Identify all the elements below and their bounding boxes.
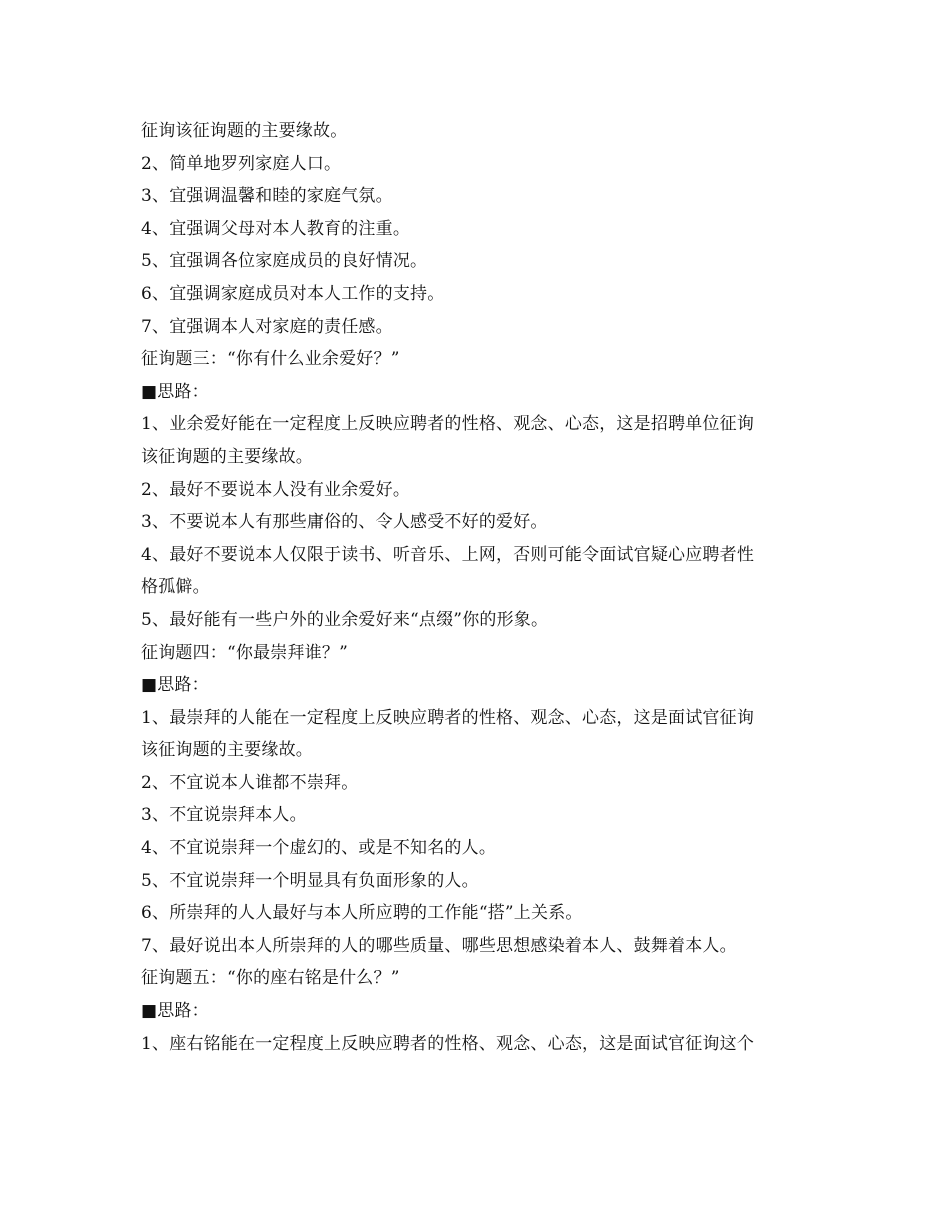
text-line: 6、宜强调家庭成员对本人工作的支持。 [141,283,445,304]
text-line: 该征询题的主要缘故。 [141,446,313,467]
text-line: 2、简单地罗列家庭人口。 [141,153,342,174]
text-line: 3、不宜说崇拜本人。 [141,805,307,826]
approach-heading: ■思路： [141,675,209,696]
text-line: 3、不要说本人有那些庸俗的、令人感受不好的爱好。 [141,512,548,533]
text-line: 2、不宜说本人谁都不崇拜。 [141,772,359,793]
text-line: 征询该征询题的主要缘故。 [141,121,348,141]
text-line: 4、宜强调父母对本人教育的注重。 [141,218,411,239]
text-line: 5、宜强调各位家庭成员的良好情况。 [141,251,428,272]
text-line: 3、宜强调温馨和睦的家庭气氛。 [141,186,393,207]
text-line: 1、座右铭能在一定程度上反映应聘者的性格、观念、心态，这是面试官征询这个 [141,1033,755,1054]
text-line: 6、所崇拜的人人最好与本人所应聘的工作能“搭”上关系。 [141,903,583,924]
question-heading: 征询题五：“你的座右铭是什么？” [141,968,400,989]
text-line: 7、最好说出本人所崇拜的人的哪些质量、哪些思想感染着本人、鼓舞着本人。 [141,935,737,956]
text-line: 5、最好能有一些户外的业余爱好来“点缀”你的形象。 [141,609,549,630]
text-line: 1、最崇拜的人能在一定程度上反映应聘者的性格、观念、心态，这是面试官征询 [141,707,755,728]
text-line: 2、最好不要说本人没有业余爱好。 [141,479,411,500]
text-line: 该征询题的主要缘故。 [141,740,313,761]
text-line: 4、最好不要说本人仅限于读书、听音乐、上网，否则可能令面试官疑心应聘者性 [141,544,755,565]
question-heading: 征询题三：“你有什么业余爱好？” [141,349,400,370]
question-heading: 征询题四：“你最崇拜谁？” [141,642,348,663]
text-line: 格孤僻。 [141,577,210,598]
text-line: 1、业余爱好能在一定程度上反映应聘者的性格、观念、心态，这是招聘单位征询 [141,414,755,435]
text-line: 4、不宜说崇拜一个虚幻的、或是不知名的人。 [141,838,497,859]
document-body [141,115,821,1060]
text-line: 7、宜强调本人对家庭的责任感。 [141,316,393,337]
text-line: 5、不宜说崇拜一个明显具有负面形象的人。 [141,870,479,891]
approach-heading: ■思路： [141,1001,209,1022]
approach-heading: ■思路： [141,381,209,402]
